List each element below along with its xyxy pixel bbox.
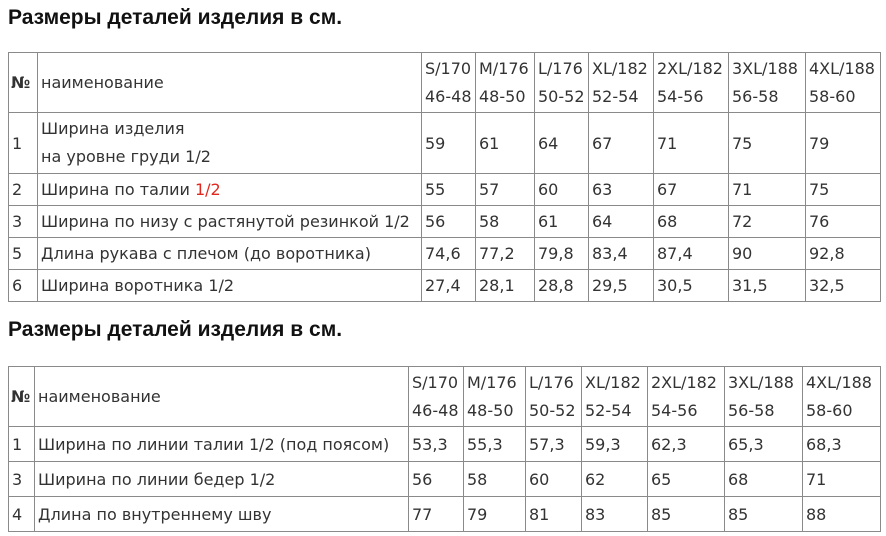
size-range: 52-54	[585, 400, 632, 420]
header-size	[654, 53, 729, 113]
size-range: 56-58	[732, 86, 779, 106]
size-range: 50-52	[538, 86, 585, 106]
table-row	[9, 238, 881, 270]
cell-value: 57,3	[526, 427, 582, 462]
row-name-line: Ширина изделия	[41, 119, 185, 138]
cell-value: 90	[729, 238, 806, 270]
row-num: 4	[9, 497, 35, 532]
cell-value: 68,3	[803, 427, 881, 462]
row-name: Ширина по линии талии 1/2 (под поясом)	[35, 427, 409, 462]
header-size	[526, 367, 582, 427]
cell-value: 81	[526, 497, 582, 532]
size-range: 46-48	[412, 400, 459, 420]
size-range: 46-48	[425, 86, 472, 106]
cell-value: 65	[648, 462, 725, 497]
cell-value: 63	[589, 174, 654, 206]
cell-value: 28,8	[535, 270, 589, 302]
table-row	[9, 206, 881, 238]
cell-value: 57	[476, 174, 535, 206]
size-label: XL/182	[585, 372, 641, 392]
cell-value: 79	[464, 497, 526, 532]
cell-value: 65,3	[725, 427, 803, 462]
cell-value: 74,6	[422, 238, 476, 270]
row-name: Ширина по линии бедер 1/2	[35, 462, 409, 497]
header-size	[476, 53, 535, 113]
cell-value: 77	[409, 497, 464, 532]
size-range: 48-50	[479, 86, 526, 106]
row-num: 3	[9, 462, 35, 497]
size-range: 54-56	[657, 86, 704, 106]
table-row	[9, 462, 881, 497]
table-row	[9, 427, 881, 462]
cell-value: 29,5	[589, 270, 654, 302]
cell-value: 92,8	[806, 238, 881, 270]
header-name: наименование	[38, 53, 422, 113]
cell-value: 68	[654, 206, 729, 238]
size-label: S/170	[412, 372, 459, 392]
size-label: 2XL/182	[651, 372, 717, 392]
cell-value: 56	[422, 206, 476, 238]
row-name	[38, 174, 422, 206]
cell-value: 79,8	[535, 238, 589, 270]
row-name: Длина по внутреннему шву	[35, 497, 409, 532]
row-num: 2	[9, 174, 38, 206]
cell-value: 53,3	[409, 427, 464, 462]
cell-value: 27,4	[422, 270, 476, 302]
size-label: 4XL/188	[809, 58, 875, 78]
cell-value: 58	[476, 206, 535, 238]
cell-value: 31,5	[729, 270, 806, 302]
size-range: 58-60	[809, 86, 856, 106]
table-row	[9, 497, 881, 532]
cell-value: 60	[526, 462, 582, 497]
header-size	[803, 367, 881, 427]
row-num: 6	[9, 270, 38, 302]
header-size	[582, 367, 648, 427]
row-num: 1	[9, 113, 38, 174]
cell-value: 61	[476, 113, 535, 174]
row-name: Ширина по низу с растянутой резинкой 1/2	[38, 206, 422, 238]
header-size	[648, 367, 725, 427]
row-name	[38, 113, 422, 174]
header-size	[725, 367, 803, 427]
cell-value: 75	[806, 174, 881, 206]
size-label: L/176	[529, 372, 574, 392]
cell-value: 85	[725, 497, 803, 532]
row-name: Ширина воротника 1/2	[38, 270, 422, 302]
cell-value: 71	[803, 462, 881, 497]
header-size	[729, 53, 806, 113]
cell-value: 59	[422, 113, 476, 174]
table-row	[9, 270, 881, 302]
cell-value: 60	[535, 174, 589, 206]
cell-value: 62,3	[648, 427, 725, 462]
cell-value: 72	[729, 206, 806, 238]
table-header-row	[9, 367, 881, 427]
cell-value: 71	[654, 113, 729, 174]
row-name: Длина рукава с плечом (до воротника)	[38, 238, 422, 270]
cell-value: 64	[589, 206, 654, 238]
size-range: 58-60	[806, 400, 853, 420]
cell-value: 56	[409, 462, 464, 497]
cell-value: 28,1	[476, 270, 535, 302]
row-num: 1	[9, 427, 35, 462]
cell-value: 59,3	[582, 427, 648, 462]
cell-value: 62	[582, 462, 648, 497]
cell-value: 88	[803, 497, 881, 532]
size-label: M/176	[479, 58, 529, 78]
size-label: 4XL/188	[806, 372, 872, 392]
cell-value: 64	[535, 113, 589, 174]
cell-value: 30,5	[654, 270, 729, 302]
size-range: 50-52	[529, 400, 576, 420]
cell-value: 77,2	[476, 238, 535, 270]
cell-value: 83,4	[589, 238, 654, 270]
size-label: 2XL/182	[657, 58, 723, 78]
header-name: наименование	[35, 367, 409, 427]
cell-value: 67	[589, 113, 654, 174]
header-size	[464, 367, 526, 427]
size-label: 3XL/188	[732, 58, 798, 78]
size-label: XL/182	[592, 58, 648, 78]
cell-value: 55	[422, 174, 476, 206]
table-row	[9, 174, 881, 206]
cell-value: 75	[729, 113, 806, 174]
table-header-row	[9, 53, 881, 113]
row-name-line: на уровне груди 1/2	[41, 147, 211, 166]
header-num: №	[9, 53, 38, 113]
size-table-top	[8, 52, 881, 302]
size-range: 54-56	[651, 400, 698, 420]
size-range: 56-58	[728, 400, 775, 420]
section-title: Размеры деталей изделия в см.	[8, 6, 343, 29]
cell-value: 58	[464, 462, 526, 497]
cell-value: 85	[648, 497, 725, 532]
cell-value: 83	[582, 497, 648, 532]
cell-value: 68	[725, 462, 803, 497]
cell-value: 32,5	[806, 270, 881, 302]
cell-value: 87,4	[654, 238, 729, 270]
cell-value: 76	[806, 206, 881, 238]
size-label: M/176	[467, 372, 517, 392]
header-num: №	[9, 367, 35, 427]
row-num: 5	[9, 238, 38, 270]
size-range: 48-50	[467, 400, 514, 420]
header-size	[589, 53, 654, 113]
header-size	[535, 53, 589, 113]
section-title: Размеры деталей изделия в см.	[8, 318, 343, 341]
cell-value: 61	[535, 206, 589, 238]
row-name-highlight: 1/2	[194, 180, 221, 199]
cell-value: 71	[729, 174, 806, 206]
size-label: S/170	[425, 58, 472, 78]
cell-value: 55,3	[464, 427, 526, 462]
size-label: L/176	[538, 58, 583, 78]
cell-value: 79	[806, 113, 881, 174]
table-row	[9, 113, 881, 174]
header-size	[409, 367, 464, 427]
size-table-bottom	[8, 366, 881, 532]
row-num: 3	[9, 206, 38, 238]
cell-value: 67	[654, 174, 729, 206]
size-label: 3XL/188	[728, 372, 794, 392]
row-name-text: Ширина по талии	[41, 180, 195, 199]
header-size	[422, 53, 476, 113]
header-size	[806, 53, 881, 113]
size-range: 52-54	[592, 86, 639, 106]
